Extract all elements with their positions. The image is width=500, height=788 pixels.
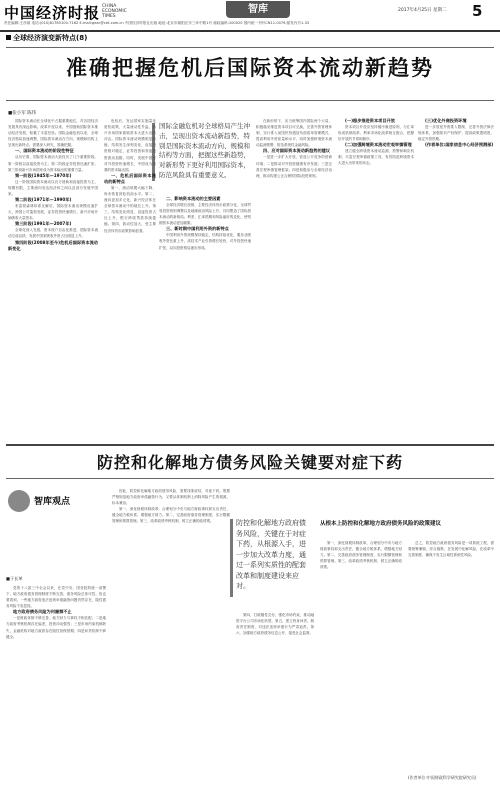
series-label: 全球经济演变新特点(8) <box>6 33 87 43</box>
section-tag: 智库 <box>226 1 290 18</box>
article-column-5: (一)稳步推进资本项目开放 资本项目开放应坚持循序渐进原则，与汇率形成机制改革、利率市场化改革相互配合，把握好开放的节奏和顺序。 (二)加强跨境资本流动宏观审慎管理 建立健全跨境资本流动监测、预警和响应机制，丰富宏观审慎政策工具，有效防范跨境资本大进大出带来的冲击。 <box>338 118 414 166</box>
column-name: 智库观点 <box>34 497 71 507</box>
article2-author: ■于长革 <box>6 576 23 581</box>
article2-headline: 防控和化解地方债务风险关键要对症下药 <box>96 453 403 472</box>
divider <box>6 478 494 479</box>
pull-quote: 国际金融危机对全球格局产生冲击，呈现出资本流动新趋势，特别是国际资本流动方向、规模和结构等方面，把握这些新趋势，对新形势下更好利用国际资本，防范风险具有重要意义。 <box>159 122 251 190</box>
article2-column-5: 总之，防控地方政府债务风险是一项系统工程，需要统筹兼顾、综合施策，在发展中化解风险，在改革中完善制度，确保不发生区域性系统性风险。 <box>408 541 494 558</box>
column-logo-icon <box>8 490 30 512</box>
divider <box>6 100 494 101</box>
square-bullet-icon <box>6 35 11 40</box>
masthead <box>0 0 500 32</box>
article-column-6: (三)优化外商投资环境 进一步放宽外资准入限制，完善外资法律法规体系，加强知识产权保护，提高政策透明度，稳定外资预期。 (作者单位:国家信息中心经济预测部) <box>418 118 494 148</box>
article2-column-2: 因此，防控和化解地方政府债务风险，需要找准症结，对症下药。既要严格规范地方政府举债融资行为，又要从体制机制上消除风险产生的根源，标本兼治。 第一，深化财税体制改革，合理划分中央与地方财政事权和支出责任，健全地方税体系，增强地方财力。第二，完善政府债务管理制度，实行限额管理和预算管理。第三，改革政绩考核机制，树立正确的政绩观。 <box>112 489 230 524</box>
issue-date: 2017年4月25日 星期二 <box>398 8 447 13</box>
policy-box-title: 从根本上防控和化解地方政府债务风险的政策建议 <box>320 521 442 527</box>
masthead-info: 责任编辑:王彦斌 电话:(010)81785100-7162 E-mail:gezc@cet.com.cn 中国经济时报社出版 地址:北京市朝阳区东三环中路1号 邮政编码:100020 国内统一刊号CN11-0076 邮发代号1-33 <box>4 21 310 25</box>
article-headline: 准确把握危机后国际资本流动新趋势 <box>66 55 434 80</box>
page-number: 5 <box>472 2 483 20</box>
column-logo <box>6 488 86 518</box>
article2-footnote: (作者单位:中国财政科学研究院研究员) <box>408 775 477 780</box>
newspaper-logo: 中国经济时报 <box>4 4 101 22</box>
article-column-2: 危机后，发达国家实施量化宽松政策，大量流动性外溢，新兴市场国家面临资本大进大出的冲击。国际资本流动规模明显收缩，结构发生深刻变化，直接投资相对稳定，证券投资和其他投资波动加剧。同时，发展中国家对外投资快速增长，中国成为重要的资本输出国。 一、危机后国际资本流动的新特点 第一，流动规模大幅下降，尚未恢复到危机前水平。第二，流向更加多元化，新兴经济体在全球资本流动中的地位上升。第三，结构变化明显，直接投资占比上升，银行跨境贷款持续萎缩。第四，波动性加大，受主要经济体货币政策影响显著。 <box>104 119 156 233</box>
section-divider <box>6 444 494 446</box>
quote-bar <box>230 519 233 597</box>
article-column-3: 二、影响资本流动的主要因素 全球经济增长放缓、主要经济体货币政策分化、全球贸易投资规则调整以及地缘政治风险上升，共同塑造了国际资本流动的新格局。利差、汇率预期和风险偏好的变化，使短期资本流动更加频繁。 三、新时期中国利用外资的新特点 中国利用外资规模保持稳定，结构持续优化，服务业吸收外资比重上升，高技术产业引资增长较快，对外投资快速扩张，双向投资格局逐步形成。 <box>159 196 251 250</box>
divider <box>6 47 494 48</box>
article-byline: ■张小军 陈伟 <box>8 111 37 116</box>
article2-pull-quote: 防控和化解地方政府债务风险，关键在于对症下药，从根源入手，进一步加大改革力度，通过一系列实质性的配套改革和制度建设来应对。 <box>236 518 310 592</box>
article2-column-4: 第一，深化财税体制改革，合理划分中央与地方财政事权和支出责任，健全地方税体系，增强地方财力。第二，完善政府债务管理制度，实行限额管理和预算管理。第三，改革政绩考核机制，树立正确的政绩观。 <box>320 541 402 570</box>
article2-column-1: 党的十八届三中全会以来，在党中央、国务院的统一部署下，地方政府债务管理制度不断完善，债务风险总体可控。但也要看到，一些地方政府违法违规举债融资问题仍然存在，隐性债务风险不容忽视。 地方政府债务风险为何屡禁不止 一是财政体制不够完善，地方财力与事权不相匹配；二是地方政府考核机制存在偏差，投资冲动强烈；三是市场约束机制缺失，金融机构对地方政府存在隐性担保预期；四是问责机制不够健全。 <box>6 586 106 639</box>
article-column-1: 国际资本流动在全球化中占据重要地位，对各国经济发展具有深远影响。改革开放以来，中国借助国际资本推动经济发展，积累了丰富经验。国际金融危机以来，全球经济格局加速调整，国际资本流动在方向、规模和结构上呈现出新特点，需要深入研究，准确把握。 一、国际资本流动的阶段性特征 从历史看，国际资本流动大致经历了几个重要阶段。第一阶段以直接投资为主；第二阶段证券投资迅速扩张；第三阶段新兴市场国家成为资本输出的重要力量。 第一阶段(1945年—1970年) 这一阶段国际资本流动以官方援助和直接投资为主，规模有限，主要流向发达经济体之间以及部分发展中国家。 第二阶段(1971年—1990年) 布雷顿森林体系瓦解后，国际资本流动规模迅速扩大，跨国公司蓬勃发展，证券投资快速增长，新兴市场开始吸收大量资本。 第三阶段(1991年—2007年) 全球化深入发展，资本账户自由化推进，国际资本流动空前活跃，发展中国家吸收外资占比明显上升。 第四阶段(2008年至今)危机后国际资本流动新变化 <box>8 119 98 251</box>
article2-column-3: 第四，打破刚性兑付，强化市场约束，推动融资平台公司市场化转型。第五，建立终身问责、倒查责任制度，对违法违规举债行为严肃追责。第六，加强地方政府债务信息公开，接受社会监督。 <box>236 613 314 636</box>
article-column-4: 在新形势下，应当统筹国内国际两个大局，积极稳妥推进资本项目可兑换，完善外资管理体制，实行准入前国民待遇加负面清单管理模式，提高利用外资质量和水平，同时加强跨境资本流动监测预警，防范系统性金融风险。 四、应对国际资本流动新趋势的建议 一是进一步扩大开放，营造公平竞争的营商环境；二是推动对外投资健康有序发展；三是完善宏观审慎管理框架；四是积极参与全球经济治理，推动构建公正合理的国际投资规则。 <box>256 119 332 178</box>
newspaper-logo-english: CHINA ECONOMIC TIMES <box>102 4 127 19</box>
